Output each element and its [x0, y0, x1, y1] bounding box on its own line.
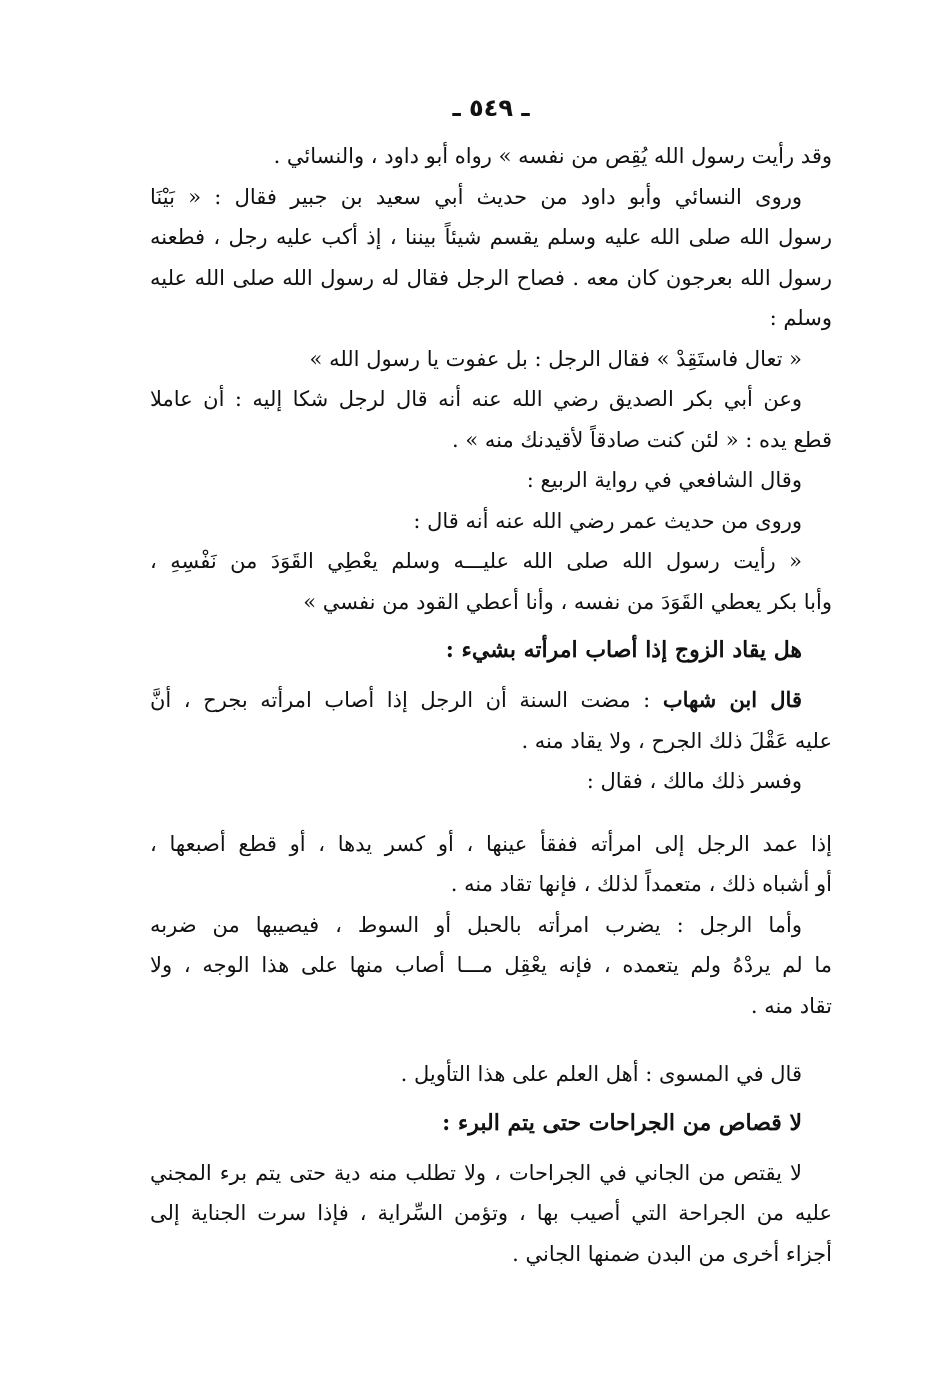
text-line: وروى النسائي وأبو داود من حديث أبي سعيد بن جبير فقال : « بَيْنَا	[150, 184, 802, 209]
text-span: : مضت السنة أن الرجل إذا أصاب امرأته بجرح ، أنَّ	[150, 688, 663, 712]
text-line: إذا عمد الرجل إلى امرأته ففقأ عينها ، أو كسر يدها ، أو قطع أصبعها ،	[150, 831, 832, 856]
malik-section	[150, 824, 832, 1027]
text-line: رسول الله بعرجون كان معه . فصاح الرجل فقال له رسول الله صلى الله عليه	[150, 265, 832, 290]
text-line: رسول الله صلى الله عليه وسلم يقسم شيئاً بيننا ، إذ أكب عليه رجل ، فطعنه	[150, 225, 832, 249]
text-line: وروى من حديث عمر رضي الله عنه أنه قال :	[413, 508, 802, 533]
text-line: قال في المسوى : أهل العلم على هذا التأويل .	[400, 1062, 802, 1086]
ibn-shihab-section	[150, 680, 832, 802]
section-heading: هل يقاد الزوج إذا أصاب امرأته بشيء :	[445, 637, 802, 663]
speaker-name: قال ابن شهاب	[662, 687, 802, 712]
text-line: وقد رأيت رسول الله يُقِص من نفسه » رواه أبو داود ، والنسائي .	[273, 144, 832, 168]
text-line: وعن أبي بكر الصديق رضي الله عنه أنه قال لرجل شكا إليه : أن عاملا	[150, 387, 802, 411]
text-line: عليه من الجراحة التي أصيب بها ، وتؤمن السِّراية ، فإذا سرت الجناية إلى	[150, 1201, 832, 1225]
text-line: وقال الشافعي في رواية الربيع :	[526, 468, 802, 492]
page-number: ـ ٥٤٩ ـ	[452, 94, 530, 122]
text-line: لا يقتص من الجاني في الجراحات ، ولا تطلب منه دية حتى يتم برء المجني	[150, 1160, 802, 1185]
text-line: عليه عَقْلَ ذلك الجرح ، ولا يقاد منه .	[521, 728, 832, 753]
text-line	[150, 680, 832, 721]
text-line: وفسر ذلك مالك ، فقال :	[586, 769, 802, 793]
hadith-section	[150, 136, 832, 622]
text-line: أو أشباه ذلك ، متعمداً لذلك ، فإنها تقاد منه .	[450, 872, 832, 896]
text-line: وأما الرجل : يضرب امرأته بالحبل أو السوط ، فيصيبها من ضربه	[150, 912, 802, 937]
text-line: « رأيت رسول الله صلى الله عليـــه وسلم يعْطِي القَوَدَ من نَفْسِهِ ،	[150, 549, 802, 573]
text-line: تقاد منه .	[750, 993, 832, 1018]
text-line: ما لم يردْهُ ولم يتعمده ، فإنه يعْقِل مـــا أصاب منها على هذا الوجه ، ولا	[150, 953, 832, 977]
text-line: أجزاء أخرى من البدن ضمنها الجاني .	[512, 1241, 832, 1266]
section-heading: لا قصاص من الجراحات حتى يتم البرء :	[442, 1109, 802, 1136]
qisas-section	[150, 1153, 832, 1275]
text-line: « تعال فاستَقِدْ » فقال الرجل : بل عفوت يا رسول الله »	[309, 346, 802, 371]
text-line: قطع يده : « لئن كنت صادقاً لأقيدنك منه » .	[452, 427, 832, 452]
text-line: وأبا بكر يعطي القَوَدَ من نفسه ، وأنا أعطي القود من نفسي »	[303, 589, 832, 614]
text-line: وسلم :	[769, 306, 832, 330]
